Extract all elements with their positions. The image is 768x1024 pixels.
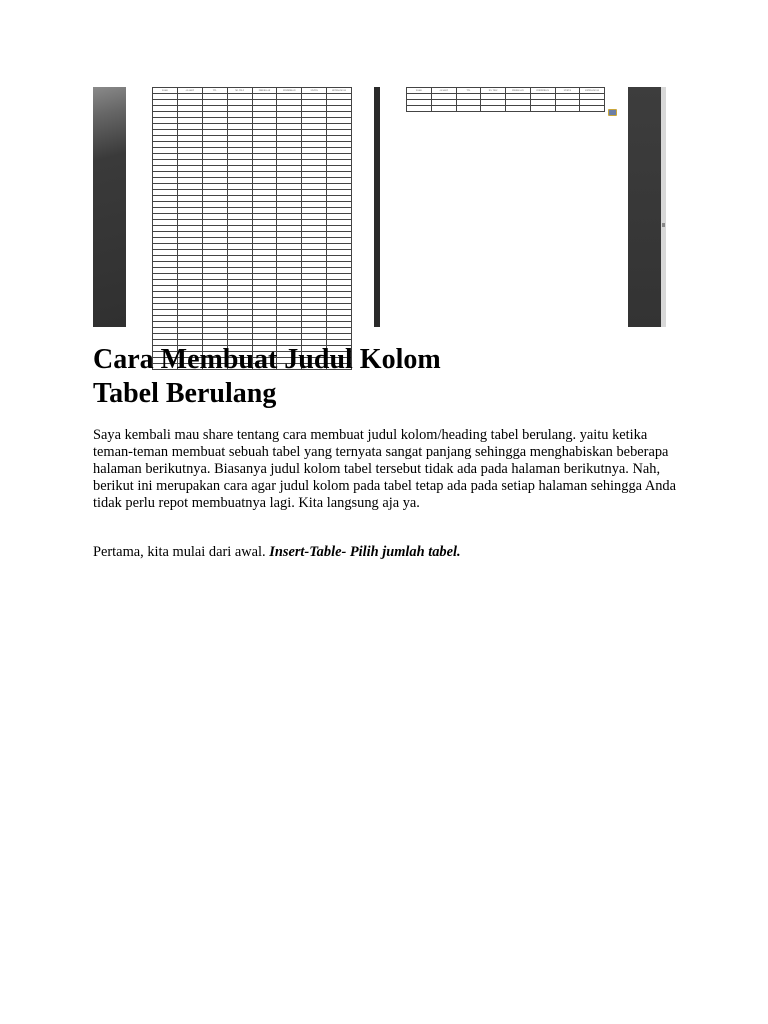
table-header-cell: ALAMAT [431,88,456,94]
intro-paragraph: Saya kembali mau share tentang cara membuat judul kolom/heading tabel berulang. yaitu ketika teman-teman membuat sebuah tabel yang ternyata sangat panjang sehingga menghabiskan beberapa halaman berikutnya. Biasanya judul kolom tabel tersebut tidak ada pada halaman berikutnya. Nah, berikut ini merupakan cara agar judul kolom pada tabel tetap ada pada setiap halaman sehingga Anda tidak perlu repot membuatnya lagi. Kita langsung aja ya. [93,427,676,511]
table-cell [530,106,555,112]
table-header-cell: PENDIDIKAN [530,88,555,94]
table-header-cell: NO. TELP [481,88,506,94]
paste-options-icon [608,109,617,116]
right-page-margin [628,87,661,327]
table-cell [407,106,432,112]
table-cell [481,106,506,112]
step-lead-text: Pertama, kita mulai dari awal. [93,544,270,560]
table-header-cell: STATUS [555,88,580,94]
title-line-1: Cara Membuat Judul Kolom [93,344,441,375]
table-header-cell: NO. TELP [227,88,252,94]
page-divider [374,87,380,327]
table-cell [555,106,580,112]
table-cell [456,106,481,112]
table-row [407,106,605,112]
step-instruction: Insert-Table- Pilih jumlah tabel. [269,544,461,560]
table-header-cell: STATUS [302,88,327,94]
table-header-cell: TTL [202,88,227,94]
table-cell [506,106,531,112]
repeated-heading-table-page-1 [152,87,352,370]
table-header-cell: KETERANGAN [327,88,352,94]
scrollbar [661,87,666,327]
scrollbar-thumb [662,223,665,227]
repeated-heading-table-page-2 [406,87,605,112]
step-paragraph [93,544,678,561]
table-header-cell: TTL [456,88,481,94]
table-cell [431,106,456,112]
article-figure [93,87,666,327]
table-cell [580,106,605,112]
table-header-cell: PEKERJAAN [506,88,531,94]
left-page-margin [93,87,126,327]
table-header-cell: NAMA [407,88,432,94]
table-header-cell: PENDIDIKAN [277,88,302,94]
table-header-cell: PEKERJAAN [252,88,277,94]
table-header-cell: NAMA [153,88,178,94]
table-header-cell: KETERANGAN [580,88,605,94]
title-line-2: Tabel Berulang [93,378,277,409]
table-header-cell: ALAMAT [177,88,202,94]
article-title [93,343,693,411]
